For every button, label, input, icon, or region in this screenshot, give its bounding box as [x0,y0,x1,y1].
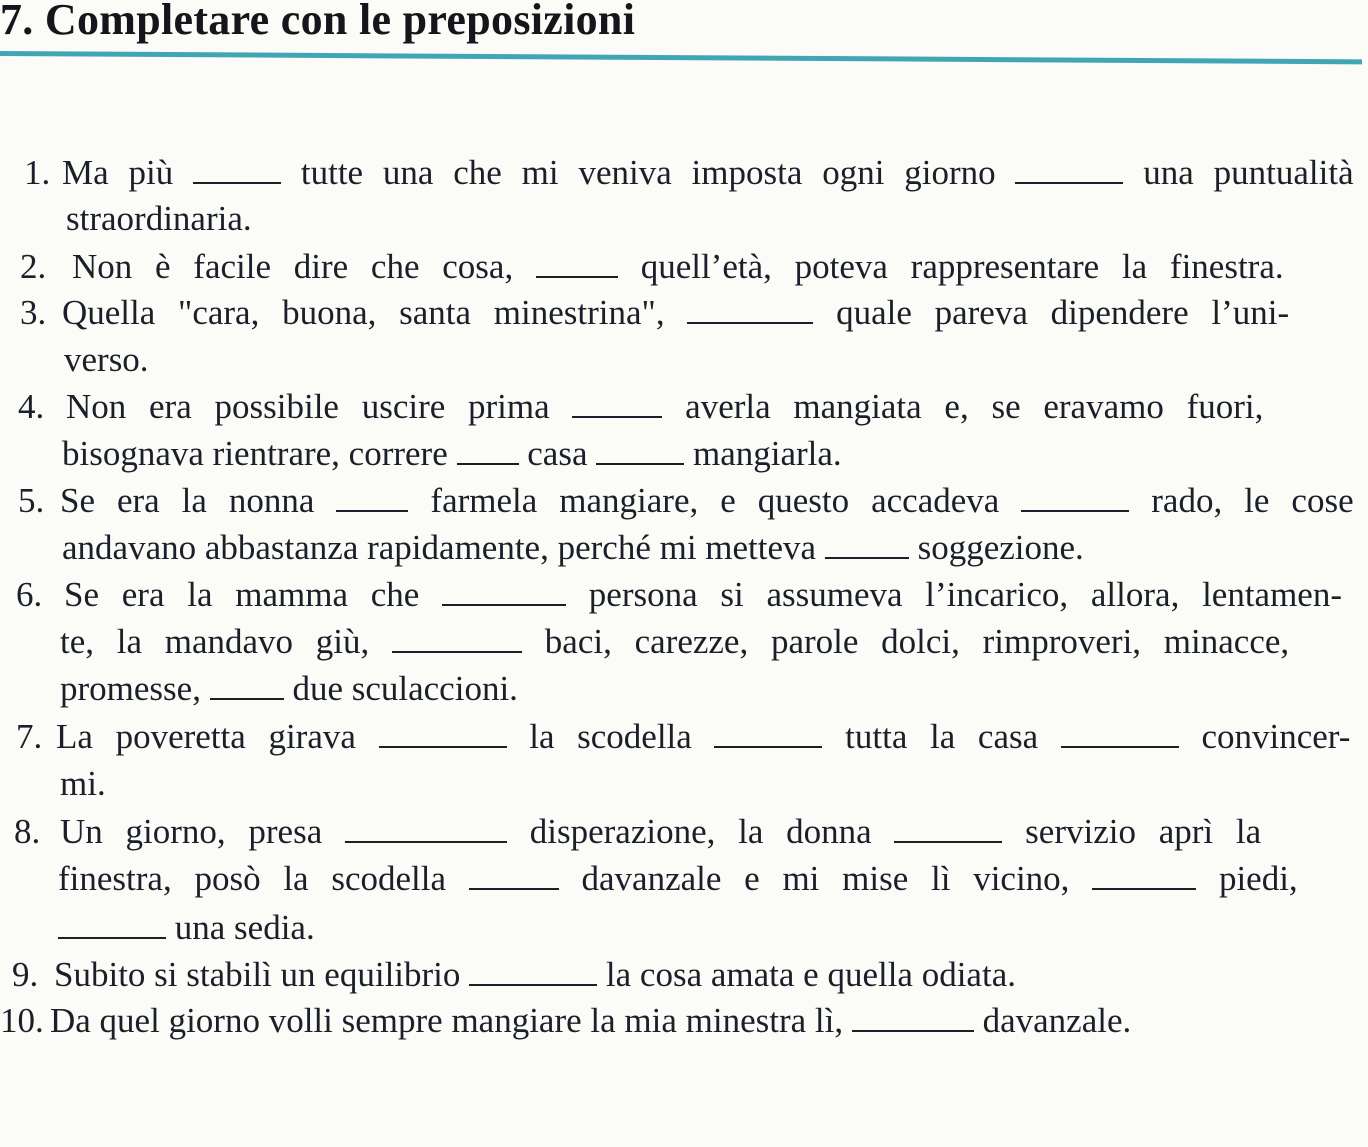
sentence-text: la cosa amata e quella odiata. [597,955,1016,994]
answer-blank[interactable] [379,716,507,748]
answer-blank[interactable] [457,433,519,465]
item-number: 7. [16,717,43,756]
item-number: 6. [16,575,43,614]
sentence-text: Se era la mamma che [64,575,443,614]
sentence-text: due sculaccioni. [283,669,518,708]
item-number: 10. [0,1001,44,1040]
item-line [64,337,149,383]
answer-blank[interactable] [687,292,813,324]
item-line [62,431,842,477]
item-line [62,525,1084,571]
sentence-text: soggezione. [908,528,1084,567]
sentence-text: piedi, [1196,859,1298,898]
sentence-text: una puntualità [1123,153,1354,192]
answer-blank[interactable] [714,716,822,748]
answer-blank[interactable] [572,386,662,418]
item-line [66,384,1263,430]
answer-blank[interactable] [193,152,281,184]
sentence-text: Da quel giorno volli sempre mangiare la mia minestra lì, [50,1001,852,1040]
sentence-text: Subito si stabilì un equilibrio [54,955,470,994]
sentence-text: convincer- [1178,717,1351,756]
answer-blank[interactable] [596,433,684,465]
answer-blank[interactable] [58,907,166,939]
sentence-text: persona si assumeva l’incarico, allora, lentamen- [566,575,1342,614]
item-line [60,666,518,712]
answer-blank[interactable] [442,574,566,606]
sentence-text: servizio aprì la [1002,812,1262,851]
item-line [72,244,1284,290]
sentence-text: davanzale e mi mise lì vicino, [558,859,1093,898]
item-line [60,761,106,807]
answer-blank[interactable] [336,480,408,512]
item-line [60,619,1289,665]
sentence-text: baci, carezze, parole dolci, rimproveri, minacce, [522,622,1290,661]
item-number: 4. [18,387,45,426]
sentence-text: promesse, [60,669,210,708]
answer-blank[interactable] [392,621,522,653]
sentence-text: bisognava rientrare, correre [62,434,457,473]
answer-blank[interactable] [1061,716,1179,748]
sentence-text: La poveretta girava [56,717,379,756]
answer-blank[interactable] [210,668,284,700]
sentence-text: Non era possibile uscire prima [66,387,573,426]
sentence-text: rado, le cose [1129,481,1354,520]
sentence-text: davanzale. [973,1001,1132,1040]
answer-blank[interactable] [852,1000,974,1032]
exercise-title: 7. Completare con le preposizioni [0,0,636,44]
item-line [60,809,1261,855]
sentence-text: straordinaria. [66,199,252,238]
item-line [58,905,315,951]
item-line [62,150,1354,196]
item-line [66,196,252,242]
item-number: 1. [24,153,51,192]
sentence-text: Se era la nonna [60,481,337,520]
sentence-text: te, la mandavo giù, [60,622,393,661]
sentence-text: mangiarla. [684,434,842,473]
sentence-text: farmela mangiare, e questo accadeva [408,481,1022,520]
sentence-text: verso. [64,340,149,379]
sentence-text: mi. [60,764,106,803]
sentence-text: quale pareva dipendere l’uni- [813,293,1290,332]
item-line [60,478,1354,524]
sentence-text: quell’età, poteva rappresentare la finestra. [617,247,1284,286]
sentence-text: disperazione, la donna [507,812,895,851]
answer-blank[interactable] [536,246,618,278]
answer-blank[interactable] [469,954,597,986]
title-underline [0,51,1362,64]
sentence-text: averla mangiata e, se eravamo fuori, [662,387,1264,426]
answer-blank[interactable] [825,527,909,559]
sentence-text: Un giorno, presa [60,812,346,851]
sentence-text: andavano abbastanza rapidamente, perché mi metteva [62,528,825,567]
sentence-text: Non è facile dire che cosa, [72,247,536,286]
item-number: 5. [18,481,45,520]
answer-blank[interactable] [894,811,1002,843]
answer-blank[interactable] [1092,858,1196,890]
item-line [64,572,1342,618]
item-number: 9. [12,955,39,994]
sentence-text: tutte una che mi veniva imposta ogni giorno [281,153,1016,192]
sentence-text: casa [518,434,597,473]
sentence-text: Ma più [62,153,194,192]
answer-blank[interactable] [1015,152,1123,184]
answer-blank[interactable] [345,811,507,843]
item-line [58,856,1298,902]
item-number: 3. [20,293,47,332]
sentence-text: la scodella [506,717,715,756]
item-line [62,290,1289,336]
sentence-text: tutta la casa [822,717,1061,756]
sentence-text: finestra, posò la scodella [58,859,469,898]
item-line [56,714,1350,760]
sentence-text: Quella "cara, buona, santa minestrina", [62,293,688,332]
item-line [54,952,1016,998]
item-line [50,998,1131,1044]
item-number: 8. [14,812,41,851]
sentence-text: una sedia. [166,908,315,947]
answer-blank[interactable] [1021,480,1129,512]
answer-blank[interactable] [469,858,559,890]
item-number: 2. [20,247,47,286]
